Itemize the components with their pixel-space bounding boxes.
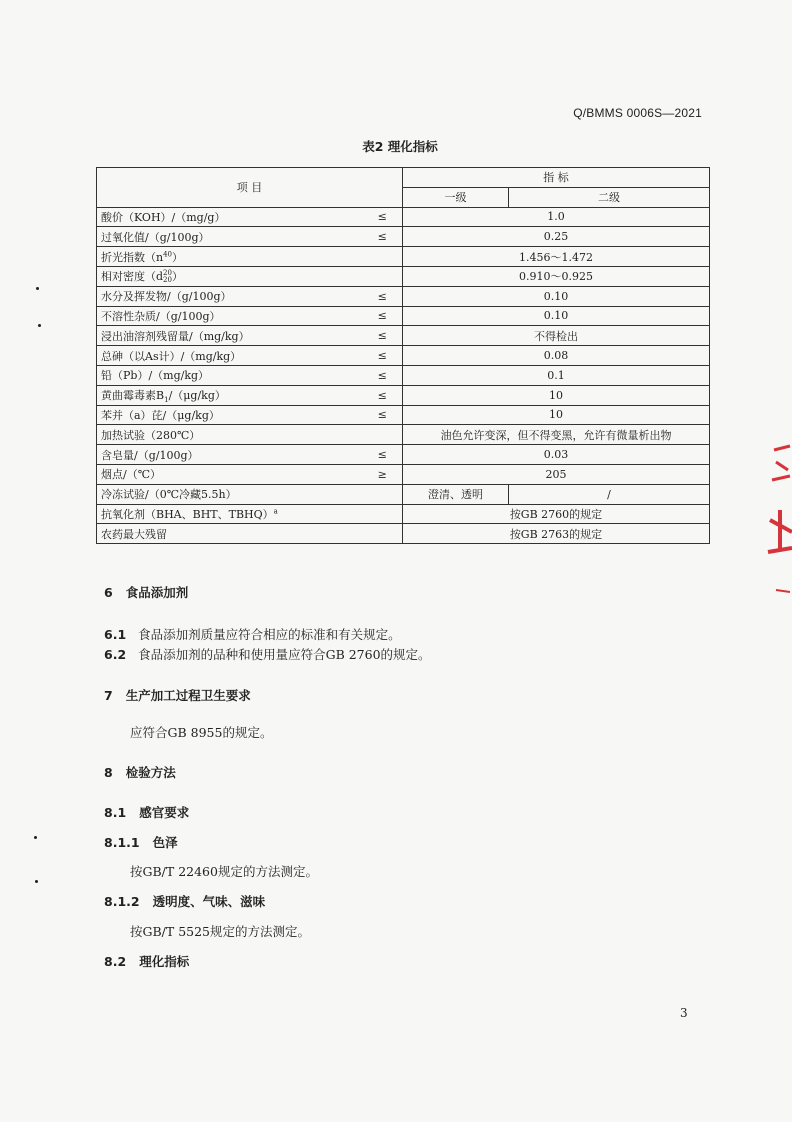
- row-symbol: ≤: [363, 326, 403, 346]
- row-symbol: ≤: [363, 227, 403, 247]
- row-value: 0.910～0.925: [403, 266, 710, 286]
- table-row: [97, 227, 710, 247]
- document-code: Q/BMMS 0006S—2021: [573, 106, 702, 120]
- row-symbol: [363, 247, 403, 267]
- row-symbol: ≤: [363, 286, 403, 306]
- row-symbol: ≤: [363, 365, 403, 385]
- row-symbol: ≤: [363, 207, 403, 227]
- section-7-heading: 7 生产加工过程卫生要求: [104, 688, 251, 703]
- table-row: [97, 504, 710, 524]
- table-row: [97, 365, 710, 385]
- row-value: 油色允许变深，但不得变黑，允许有微量析出物: [403, 425, 710, 445]
- table-row: [97, 484, 710, 504]
- section-8-heading: 8 检验方法: [104, 765, 176, 780]
- row-item: 抗氧化剂（BHA、BHT、TBHQ）$^a$: [97, 504, 363, 524]
- row-symbol: ≤: [363, 445, 403, 465]
- table-row: [97, 405, 710, 425]
- row-symbol: [363, 484, 403, 504]
- row-value: 0.10: [403, 306, 710, 326]
- row-value: 0.1: [403, 365, 710, 385]
- row-value: 1.456～1.472: [403, 247, 710, 267]
- table-row: [97, 326, 710, 346]
- row-value-grade1: 澄清、透明: [403, 484, 509, 504]
- row-value: 按GB 2760的规定: [403, 504, 710, 524]
- row-item: 铅（Pb）/（mg/kg）: [97, 365, 363, 385]
- table-row: [97, 385, 710, 405]
- row-symbol: [363, 504, 403, 524]
- row-value: 10: [403, 405, 710, 425]
- row-item: 总砷（以As计）/（mg/kg）: [97, 346, 363, 366]
- row-item: 不溶性杂质/（g/100g）: [97, 306, 363, 326]
- physicochemical-table: [96, 167, 710, 544]
- header-item: 项 目: [97, 168, 403, 208]
- row-item: 水分及挥发物/（g/100g）: [97, 286, 363, 306]
- row-item: 浸出油溶剂残留量/（mg/kg）: [97, 326, 363, 346]
- row-item: 酸价（KOH）/（mg/g）: [97, 207, 363, 227]
- row-symbol: [363, 266, 403, 286]
- table-row: [97, 445, 710, 465]
- table-row: [97, 524, 710, 544]
- row-item: 苯并（a）芘/（μg/kg）: [97, 405, 363, 425]
- table-row: [97, 207, 710, 227]
- scan-speck: [34, 836, 37, 839]
- row-item: 折光指数$(n^{40})$: [97, 247, 363, 267]
- row-item: 烟点/（℃）: [97, 464, 363, 484]
- row-value: 按GB 2763的规定: [403, 524, 710, 544]
- table-row: [97, 286, 710, 306]
- table-row: [97, 425, 710, 445]
- section-8-1-1-text: 按GB/T 22460规定的方法测定。: [130, 864, 318, 879]
- header-grade2: 二级: [509, 187, 710, 207]
- row-value: 205: [403, 464, 710, 484]
- table-row: [97, 247, 710, 267]
- row-symbol: ≤: [363, 346, 403, 366]
- row-symbol: [363, 425, 403, 445]
- section-8-2-heading: 8.2 理化指标: [104, 954, 190, 969]
- scan-speck: [36, 287, 39, 290]
- page-number: 3: [680, 1006, 688, 1020]
- row-value: 0.03: [403, 445, 710, 465]
- red-seal-fragment: [766, 440, 792, 610]
- section-8-1-2-heading: 8.1.2 透明度、气味、滋味: [104, 894, 266, 909]
- table-title: 表2 理化指标: [362, 139, 438, 154]
- section-8-1-2-text: 按GB/T 5525规定的方法测定。: [130, 924, 311, 939]
- row-value: 0.08: [403, 346, 710, 366]
- row-value: 不得检出: [403, 326, 710, 346]
- row-value: 0.10: [403, 286, 710, 306]
- section-6-1: 6.1 食品添加剂质量应符合相应的标准和有关规定。: [104, 627, 401, 642]
- row-item: 含皂量/（g/100g）: [97, 445, 363, 465]
- table-row: [97, 266, 710, 286]
- row-item: 过氧化值/（g/100g）: [97, 227, 363, 247]
- row-value: 0.25: [403, 227, 710, 247]
- table-row: [97, 464, 710, 484]
- row-item: 相对密度（d 20 20 ）: [97, 266, 363, 286]
- section-6-heading: 6 食品添加剂: [104, 585, 189, 600]
- header-indicator: 指 标: [403, 168, 710, 188]
- section-7-text: 应符合GB 8955的规定。: [130, 725, 273, 740]
- row-value: 10: [403, 385, 710, 405]
- row-symbol: ≤: [363, 385, 403, 405]
- header-grade1: 一级: [403, 187, 509, 207]
- table-row: [97, 346, 710, 366]
- row-item: 加热试验（280℃）: [97, 425, 363, 445]
- row-item: 冷冻试验/（0℃冷藏5.5h）: [97, 484, 363, 504]
- section-6-2: 6.2 食品添加剂的品种和使用量应符合GB 2760的规定。: [104, 647, 431, 662]
- row-item: 农药最大残留: [97, 524, 363, 544]
- row-symbol: [363, 524, 403, 544]
- section-8-1-heading: 8.1 感官要求: [104, 805, 190, 820]
- row-symbol: ≤: [363, 306, 403, 326]
- scan-speck: [38, 324, 41, 327]
- row-value-grade2: /: [509, 484, 710, 504]
- scan-speck: [35, 880, 38, 883]
- row-symbol: ≥: [363, 464, 403, 484]
- table-row: [97, 306, 710, 326]
- row-symbol: ≤: [363, 405, 403, 425]
- row-item: 黄曲霉毒素$B_1/(\mu g/kg)$: [97, 385, 363, 405]
- section-8-1-1-heading: 8.1.1 色泽: [104, 835, 178, 850]
- row-value: 1.0: [403, 207, 710, 227]
